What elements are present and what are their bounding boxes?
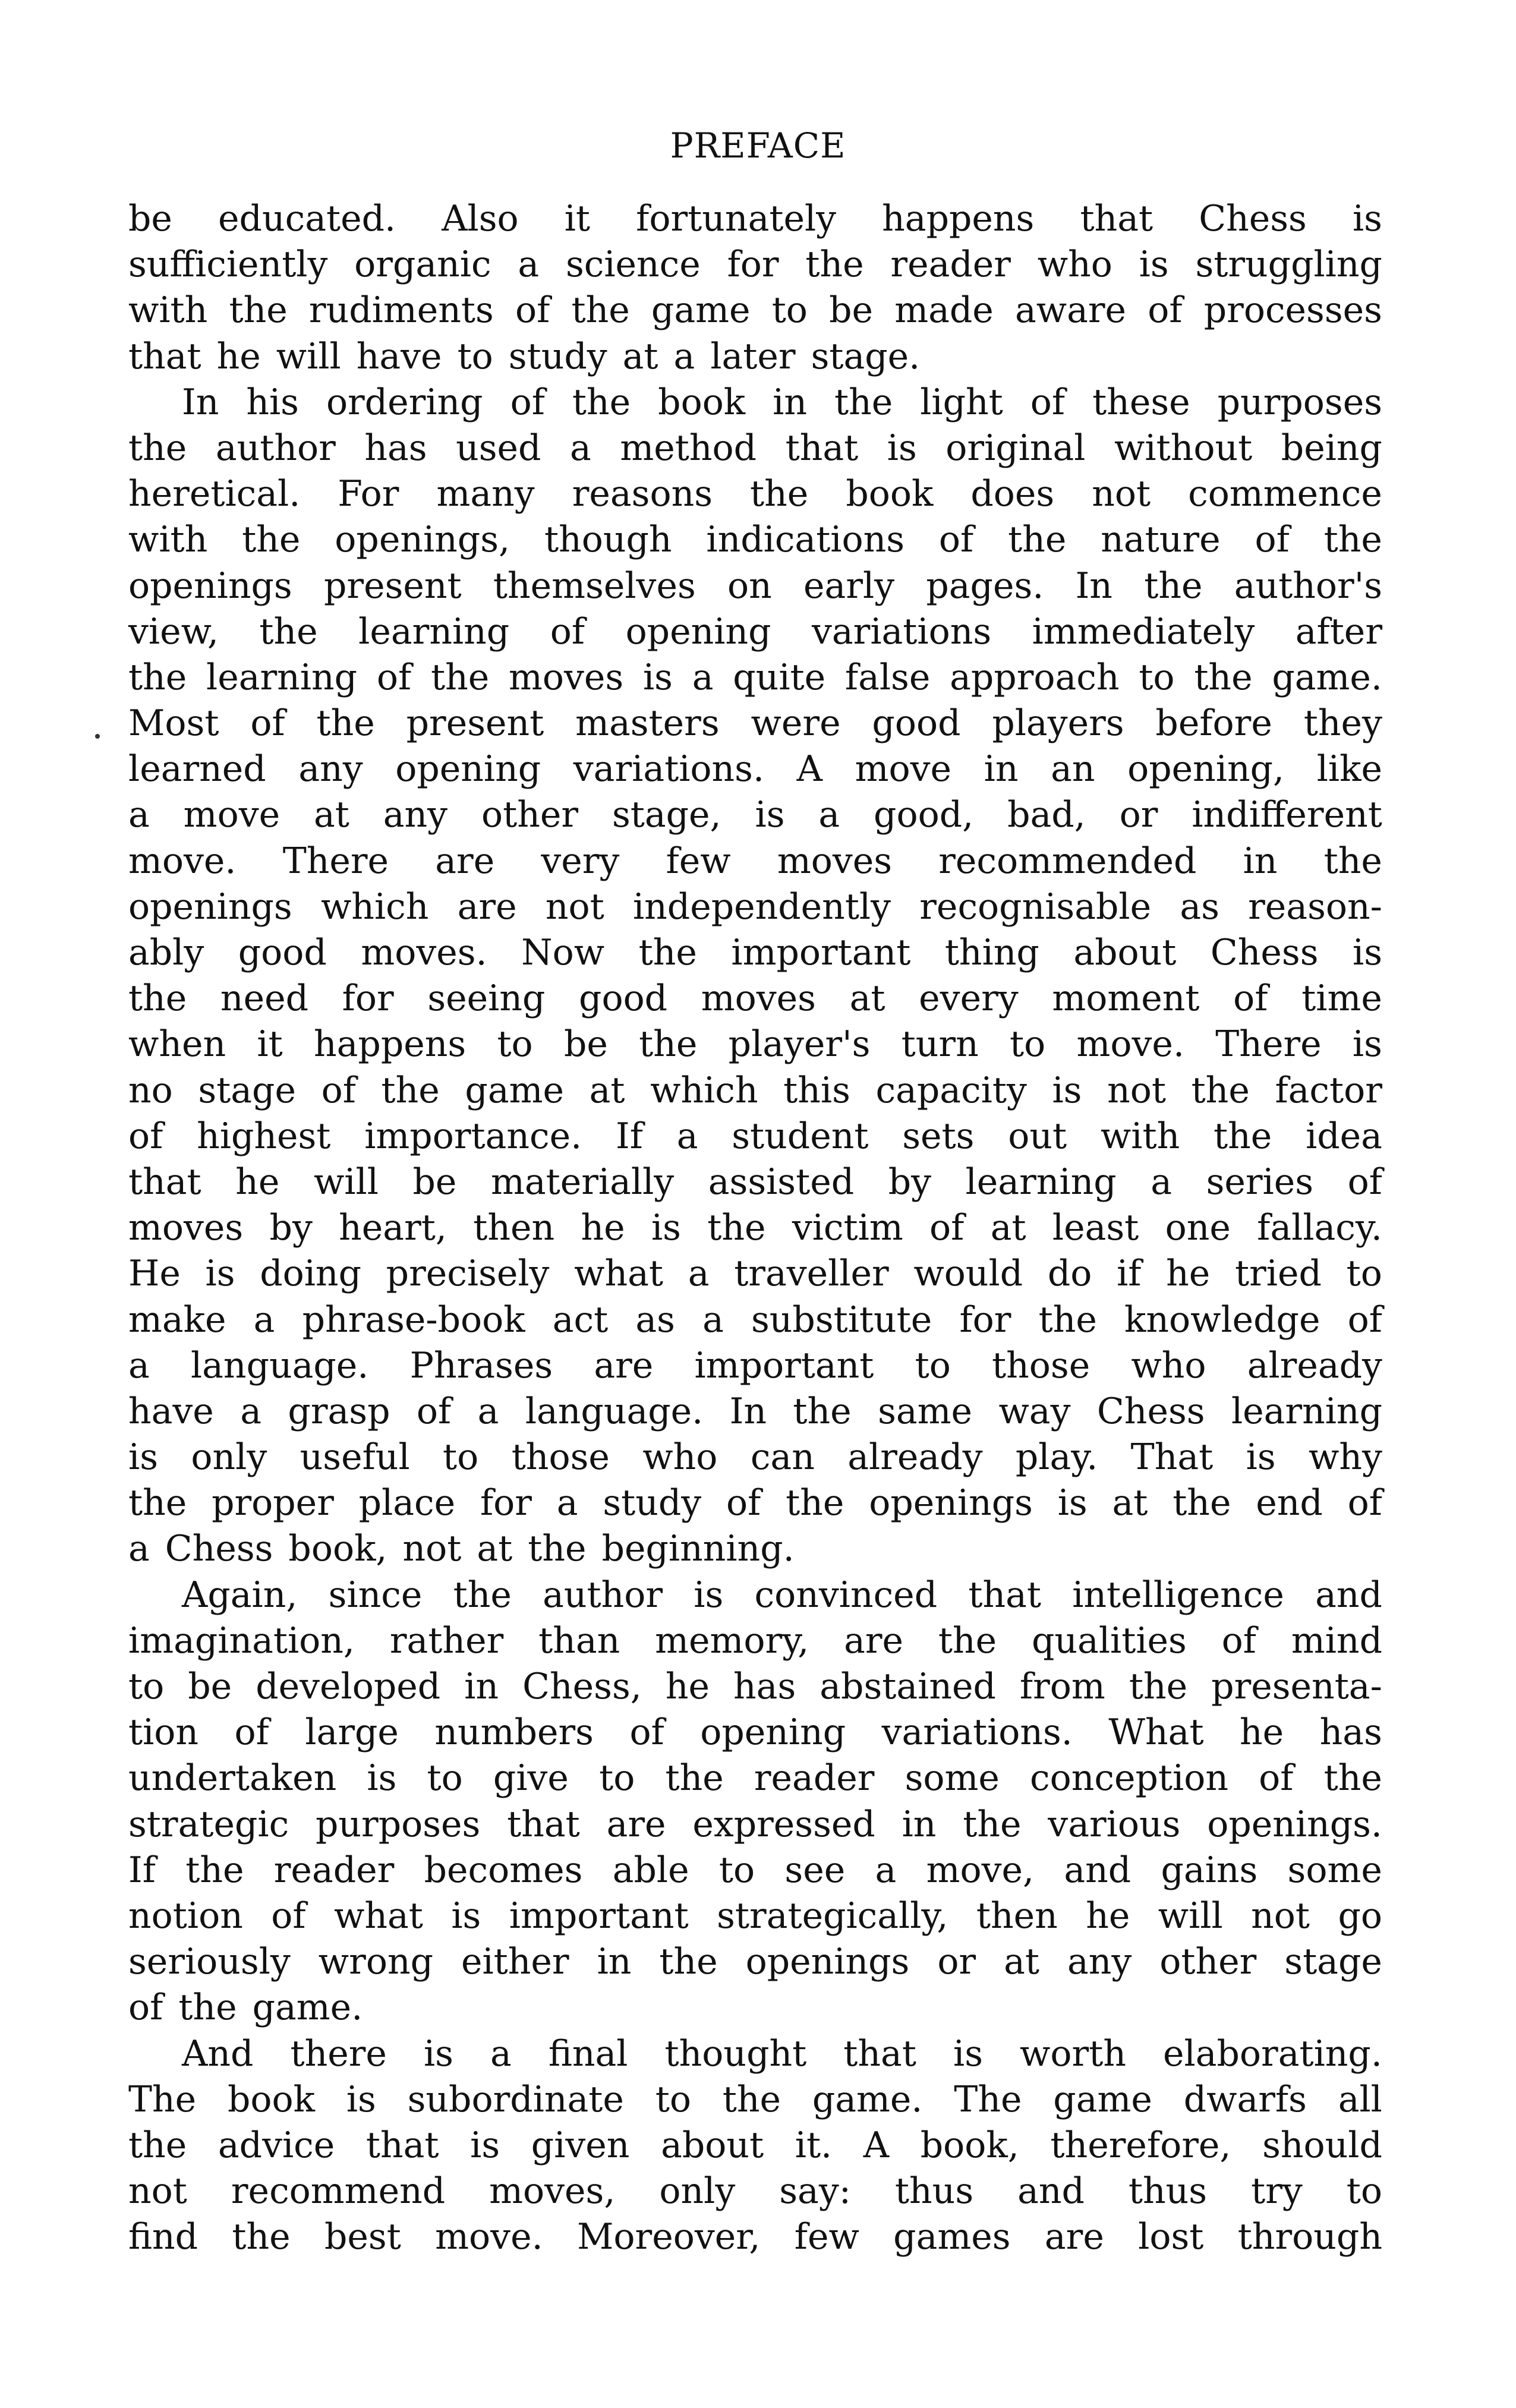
- text-line: notion of what is important strategically, then he will not go: [128, 1895, 1382, 1937]
- text-line: heretical. For many reasons the book does not commence: [128, 473, 1382, 515]
- running-header: PREFACE: [670, 125, 846, 166]
- text-line: the advice that is given about it. A book, therefore, should: [128, 2124, 1382, 2166]
- text-line: He is doing precisely what a traveller would do if he tried to: [128, 1253, 1382, 1295]
- text-line: If the reader becomes able to see a move, and gains some: [128, 1849, 1382, 1891]
- text-line: find the best move. Moreover, few games are lost through: [128, 2216, 1382, 2258]
- text-line: In his ordering of the book in the light of these purposes: [182, 381, 1382, 423]
- text-line: the learning of the moves is a quite false approach to the game.: [128, 656, 1382, 698]
- text-line: The book is subordinate to the game. The game dwarfs all: [128, 2078, 1382, 2120]
- text-line: a move at any other stage, is a good, bad, or indifferent: [128, 794, 1382, 836]
- text-line: of the game.: [128, 1987, 363, 2029]
- text-line: a language. Phrases are important to those who already: [128, 1344, 1382, 1386]
- text-line: the need for seeing good moves at every moment of time: [128, 978, 1382, 1020]
- text-line: strategic purposes that are expressed in the various openings.: [128, 1803, 1382, 1845]
- text-line: have a grasp of a language. In the same way Chess learning: [128, 1390, 1382, 1432]
- margin-mark: [95, 734, 100, 739]
- text-line: that he will have to study at a later stage.: [128, 335, 921, 377]
- text-line: seriously wrong either in the openings or at any other stage: [128, 1941, 1382, 1983]
- text-line: tion of large numbers of opening variations. What he has: [128, 1712, 1382, 1754]
- text-line: make a phrase-book act as a substitute for the knowledge of: [128, 1298, 1382, 1341]
- text-line: that he will be materially assisted by learning a series of: [128, 1161, 1382, 1203]
- text-line: openings present themselves on early pages. In the author's: [128, 565, 1382, 607]
- text-line: imagination, rather than memory, are the qualities of mind: [128, 1619, 1382, 1662]
- text-line: not recommend moves, only say: thus and thus try to: [128, 2170, 1382, 2212]
- text-line: be educated. Also it fortunately happens that Chess is: [128, 198, 1382, 239]
- text-line: learned any opening variations. A move in an opening, like: [128, 748, 1382, 790]
- text-line: undertaken is to give to the reader some conception of the: [128, 1757, 1382, 1799]
- text-line: with the openings, though indications of the nature of the: [128, 519, 1382, 561]
- text-line: view, the learning of opening variations immediately after: [128, 610, 1382, 653]
- text-line: moves by heart, then he is the victim of at least one fallacy.: [128, 1207, 1382, 1249]
- preface-body-text: [128, 196, 1382, 2260]
- text-line: the proper place for a study of the openings is at the end of: [128, 1482, 1382, 1524]
- text-line: sufficiently organic a science for the reader who is struggling: [128, 244, 1382, 286]
- text-line: to be developed in Chess, he has abstained from the presenta-: [128, 1666, 1382, 1707]
- text-line: move. There are very few moves recommended in the: [128, 840, 1382, 882]
- text-line: of highest importance. If a student sets out with the idea: [128, 1115, 1382, 1157]
- text-line: openings which are not independently recognisable as reason-: [128, 885, 1382, 928]
- text-line: ably good moves. Now the important thing about Chess is: [128, 932, 1382, 973]
- text-line: with the rudiments of the game to be made aware of processes: [128, 289, 1382, 332]
- text-line: is only useful to those who can already play. That is why: [128, 1436, 1382, 1479]
- text-line: no stage of the game at which this capacity is not the factor: [128, 1069, 1382, 1111]
- text-line: Most of the present masters were good players before they: [128, 702, 1382, 745]
- text-line: the author has used a method that is original without being: [128, 427, 1382, 469]
- text-line: when it happens to be the player's turn to move. There is: [128, 1023, 1382, 1066]
- text-line: Again, since the author is convinced that intelligence and: [182, 1574, 1382, 1616]
- text-line: a Chess book, not at the beginning.: [128, 1528, 795, 1570]
- text-line: And there is a final thought that is worth elaborating.: [182, 2032, 1382, 2075]
